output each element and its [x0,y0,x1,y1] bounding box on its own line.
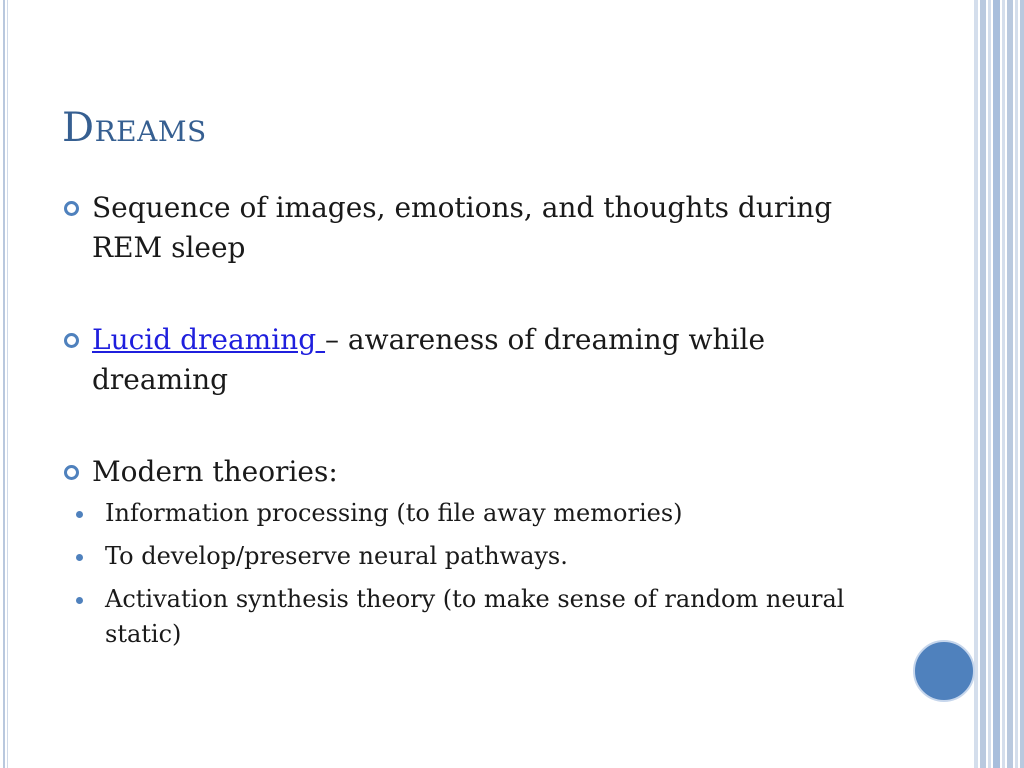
ring-bullet-icon [64,201,79,216]
bullet-item [62,320,882,400]
bullet-text: – awareness of dreaming while dreaming [92,323,766,396]
dot-bullet-icon [76,554,83,561]
dot-bullet-icon [76,511,83,518]
right-stripe-decoration [974,0,1024,768]
bullet-text: Modern theories: [92,455,338,488]
slide-title: Dreams [62,105,207,151]
bullet-item [62,452,882,492]
sub-bullet-text: Activation synthesis theory (to make sense of random neural static) [105,585,845,648]
stripe [1020,0,1024,768]
dot-bullet-icon [76,597,83,604]
stripe [980,0,986,768]
sub-bullet-item [62,539,882,574]
bullet-text: Sequence of images, emotions, and thoughts during REM sleep [92,191,833,264]
ring-bullet-icon [64,465,79,480]
sub-bullet-text: Information processing (to file away memories) [105,499,683,527]
sub-bullet-item [62,582,882,652]
stripe [1007,0,1013,768]
stripe [988,0,991,768]
decorative-circle [913,640,975,702]
sub-bullet-item [62,496,882,531]
sub-bullet-list [62,496,882,652]
bullet-item [62,188,882,268]
stripe [1015,0,1018,768]
stripe [1002,0,1005,768]
stripe [993,0,1000,768]
slide-content [62,188,882,660]
stripe [974,0,978,768]
left-border-decoration [0,0,9,768]
lucid-dreaming-link[interactable]: Lucid dreaming [92,323,326,356]
ring-bullet-icon [64,333,79,348]
sub-bullet-text: To develop/preserve neural pathways. [105,542,568,570]
